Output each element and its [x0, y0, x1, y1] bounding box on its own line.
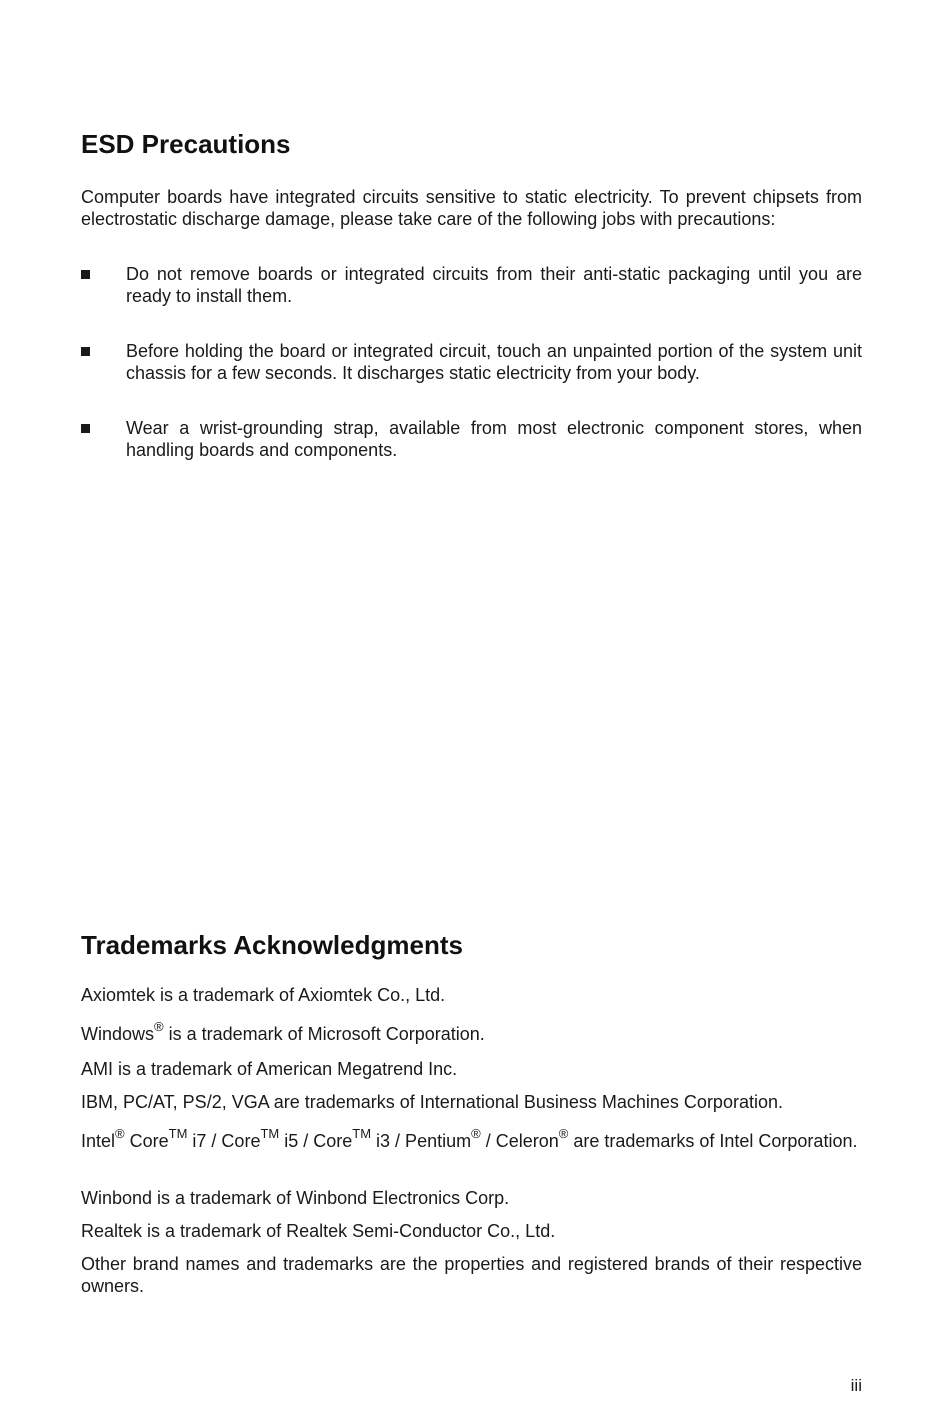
- square-bullet-icon: [81, 424, 90, 433]
- esd-precautions-heading: ESD Precautions: [81, 129, 291, 159]
- trademark-ibm: IBM, PC/AT, PS/2, VGA are trademarks of International Business Machines Corporation.: [81, 1092, 783, 1112]
- trademark-realtek: Realtek is a trademark of Realtek Semi-Conductor Co., Ltd.: [81, 1221, 556, 1241]
- esd-intro-paragraph: Computer boards have integrated circuits sensitive to static electricity. To prevent chipsets from electrostatic discharge damage, please take care of the following jobs with precautions:: [81, 187, 862, 229]
- esd-bullet-text: Before holding the board or integrated circuit, touch an unpainted portion of the system unit chassis for a few seconds. It discharges static electricity from your body.: [126, 341, 862, 383]
- esd-bullet-text: Do not remove boards or integrated circuits from their anti-static packaging until you are ready to install them.: [126, 264, 862, 306]
- trademarks-heading: Trademarks Acknowledgments: [81, 930, 463, 960]
- trademark-mark: TM: [168, 1126, 188, 1141]
- trademark-mark: TM: [260, 1126, 280, 1141]
- trademark-windows: [81, 1019, 862, 1045]
- intel-core: Core: [124, 1131, 169, 1151]
- page-number: iii: [850, 1376, 862, 1395]
- trademark-mark: TM: [352, 1126, 372, 1141]
- trademark-intel: [81, 1126, 862, 1152]
- registered-mark: ®: [154, 1019, 164, 1034]
- intel-name: Intel: [81, 1131, 116, 1151]
- intel-i7: i7 / Core: [187, 1131, 261, 1151]
- trademark-axiomtek: Axiomtek is a trademark of Axiomtek Co., Ltd.: [81, 985, 446, 1005]
- intel-rest: are trademarks of Intel Corporation.: [568, 1131, 858, 1151]
- esd-bullet-text: Wear a wrist-grounding strap, available from most electronic component stores, when handling boards and components.: [126, 418, 862, 460]
- trademark-ami: AMI is a trademark of American Megatrend Inc.: [81, 1059, 458, 1079]
- intel-i5: i5 / Core: [279, 1131, 353, 1151]
- square-bullet-icon: [81, 270, 90, 279]
- registered-mark: ®: [115, 1126, 125, 1141]
- windows-rest: is a trademark of Microsoft Corporation.: [163, 1024, 485, 1044]
- intel-celeron: / Celeron: [480, 1131, 559, 1151]
- trademark-other: Other brand names and trademarks are the properties and registered brands of their respective owners.: [81, 1254, 862, 1296]
- square-bullet-icon: [81, 347, 90, 356]
- registered-mark: ®: [558, 1126, 569, 1141]
- windows-name: Windows: [81, 1024, 155, 1044]
- trademark-winbond: Winbond is a trademark of Winbond Electronics Corp.: [81, 1188, 510, 1208]
- intel-i3: i3 / Pentium: [371, 1131, 472, 1151]
- registered-mark: ®: [471, 1126, 481, 1141]
